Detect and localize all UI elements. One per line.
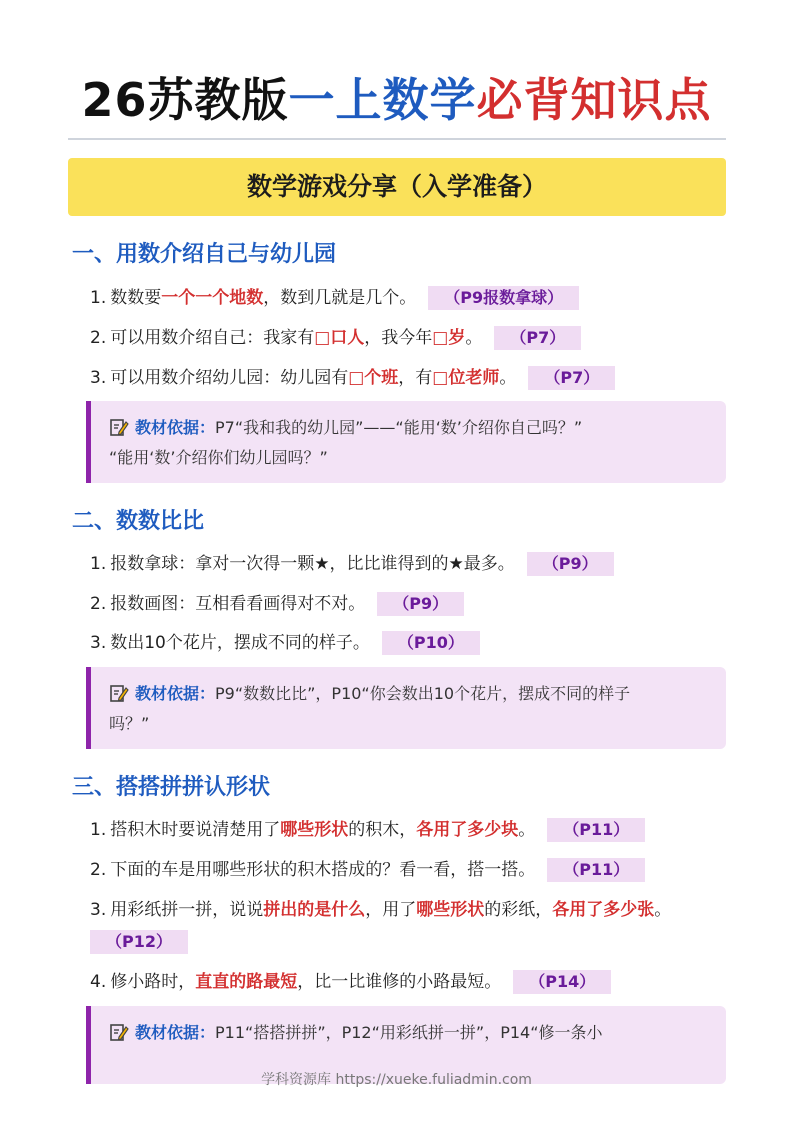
section-heading: 一、用数介绍自己与幼儿园 (72, 242, 337, 267)
list-item (90, 858, 645, 882)
item-text: ，比一比谁修的小路最短。 (297, 972, 502, 992)
note-text: 吗？” (109, 714, 150, 733)
note-text: “能用‘数’介绍你们幼儿园吗？” (109, 448, 328, 467)
item-text: 。 (518, 820, 536, 840)
note-label: 教材依据： (135, 418, 216, 437)
item-text: 的彩纸， (484, 900, 553, 920)
list-item (90, 552, 614, 576)
item-highlight: 各用了多少张 (552, 900, 655, 920)
textbook-basis-note (86, 667, 726, 749)
item-text: 搭积木时要说清楚用了 (110, 820, 281, 840)
list-item (90, 326, 581, 350)
item-text: ，用了 (365, 900, 417, 920)
item-text: 报数拿球：拿对一次得一颗★，比比谁得到的★最多。 (110, 554, 515, 574)
page-reference-tag: （P9报数拿球） (428, 286, 579, 310)
item-text: 可以用数介绍幼儿园：幼儿园有 (110, 368, 349, 388)
section-heading: 二、数数比比 (72, 509, 205, 534)
item-text: 。 (654, 900, 672, 920)
item-number: 2. (90, 328, 107, 348)
page-reference-tag: （P10） (382, 631, 480, 655)
item-text: ，数到几就是几个。 (263, 288, 417, 308)
memo-pencil-icon (109, 683, 129, 703)
page-reference-tag: （P11） (547, 858, 645, 882)
item-number: 2. (90, 594, 107, 614)
note-text: P11“搭搭拼拼”，P12“用彩纸拼一拼”，P14“修一条小 (215, 1023, 603, 1042)
item-highlight: □口人 (314, 328, 365, 348)
list-item (90, 970, 611, 994)
item-highlight: □个班 (348, 368, 399, 388)
item-highlight: 拼出的是什么 (263, 900, 366, 920)
list-item (90, 894, 730, 958)
item-text: 的积木， (348, 820, 417, 840)
page-reference-tag: （P14） (513, 970, 611, 994)
title-part-black: 26苏教版 (81, 73, 289, 127)
page-reference-tag: （P9） (377, 592, 464, 616)
title-part-blue: 一上数学 (288, 73, 477, 127)
item-text: 报数画图：互相看看画得对不对。 (110, 594, 366, 614)
note-text: P9“数数比比”，P10“你会数出10个花片，摆成不同的样子 (215, 684, 631, 703)
item-text: 可以用数介绍自己：我家有 (110, 328, 315, 348)
item-highlight: □岁 (432, 328, 466, 348)
item-highlight: 各用了多少块 (416, 820, 519, 840)
item-highlight: 直直的路最短 (195, 972, 298, 992)
section-heading: 三、搭搭拼拼认形状 (72, 775, 271, 800)
page-title (0, 68, 793, 132)
item-number: 2. (90, 860, 107, 880)
title-part-red: 必背知识点 (476, 73, 712, 127)
page-reference-tag: （P7） (494, 326, 581, 350)
item-text: 。 (499, 368, 517, 388)
item-highlight: 一个一个地数 (161, 288, 264, 308)
item-highlight: 哪些形状 (280, 820, 349, 840)
item-text: 用彩纸拼一拼，说说 (110, 900, 264, 920)
item-number: 3. (90, 368, 107, 388)
memo-pencil-icon (109, 417, 129, 437)
footer-watermark: 学科资源库 https://xueke.fuliadmin.com (261, 1072, 532, 1088)
item-text: 数出10个花片，摆成不同的样子。 (110, 633, 370, 653)
list-item (90, 366, 615, 390)
item-number: 1. (90, 288, 107, 308)
item-text: 数数要 (110, 288, 162, 308)
item-number: 4. (90, 972, 107, 992)
list-item (90, 286, 579, 310)
note-label: 教材依据： (135, 684, 216, 703)
item-highlight: □位老师 (432, 368, 500, 388)
page-reference-tag: （P12） (90, 930, 188, 954)
page-reference-tag: （P11） (547, 818, 645, 842)
note-text: P7“我和我的幼儿园”——“能用‘数’介绍你自己吗？” (215, 418, 583, 437)
item-number: 1. (90, 554, 107, 574)
textbook-basis-note (86, 401, 726, 483)
list-item (90, 631, 480, 655)
item-text: 下面的车是用哪些形状的积木搭成的？看一看，搭一搭。 (110, 860, 536, 880)
item-text: ，我今年 (364, 328, 433, 348)
item-number: 3. (90, 900, 107, 920)
list-item (90, 818, 645, 842)
list-item (90, 592, 464, 616)
item-number: 1. (90, 820, 107, 840)
item-text: 修小路时， (110, 972, 196, 992)
title-divider (68, 138, 726, 140)
memo-pencil-icon (109, 1022, 129, 1042)
page-reference-tag: （P9） (527, 552, 614, 576)
topic-banner: 数学游戏分享（入学准备） (68, 158, 726, 216)
item-highlight: 哪些形状 (416, 900, 485, 920)
page-reference-tag: （P7） (528, 366, 615, 390)
item-number: 3. (90, 633, 107, 653)
item-text: ，有 (398, 368, 433, 388)
item-text: 。 (465, 328, 483, 348)
note-label: 教材依据： (135, 1023, 216, 1042)
